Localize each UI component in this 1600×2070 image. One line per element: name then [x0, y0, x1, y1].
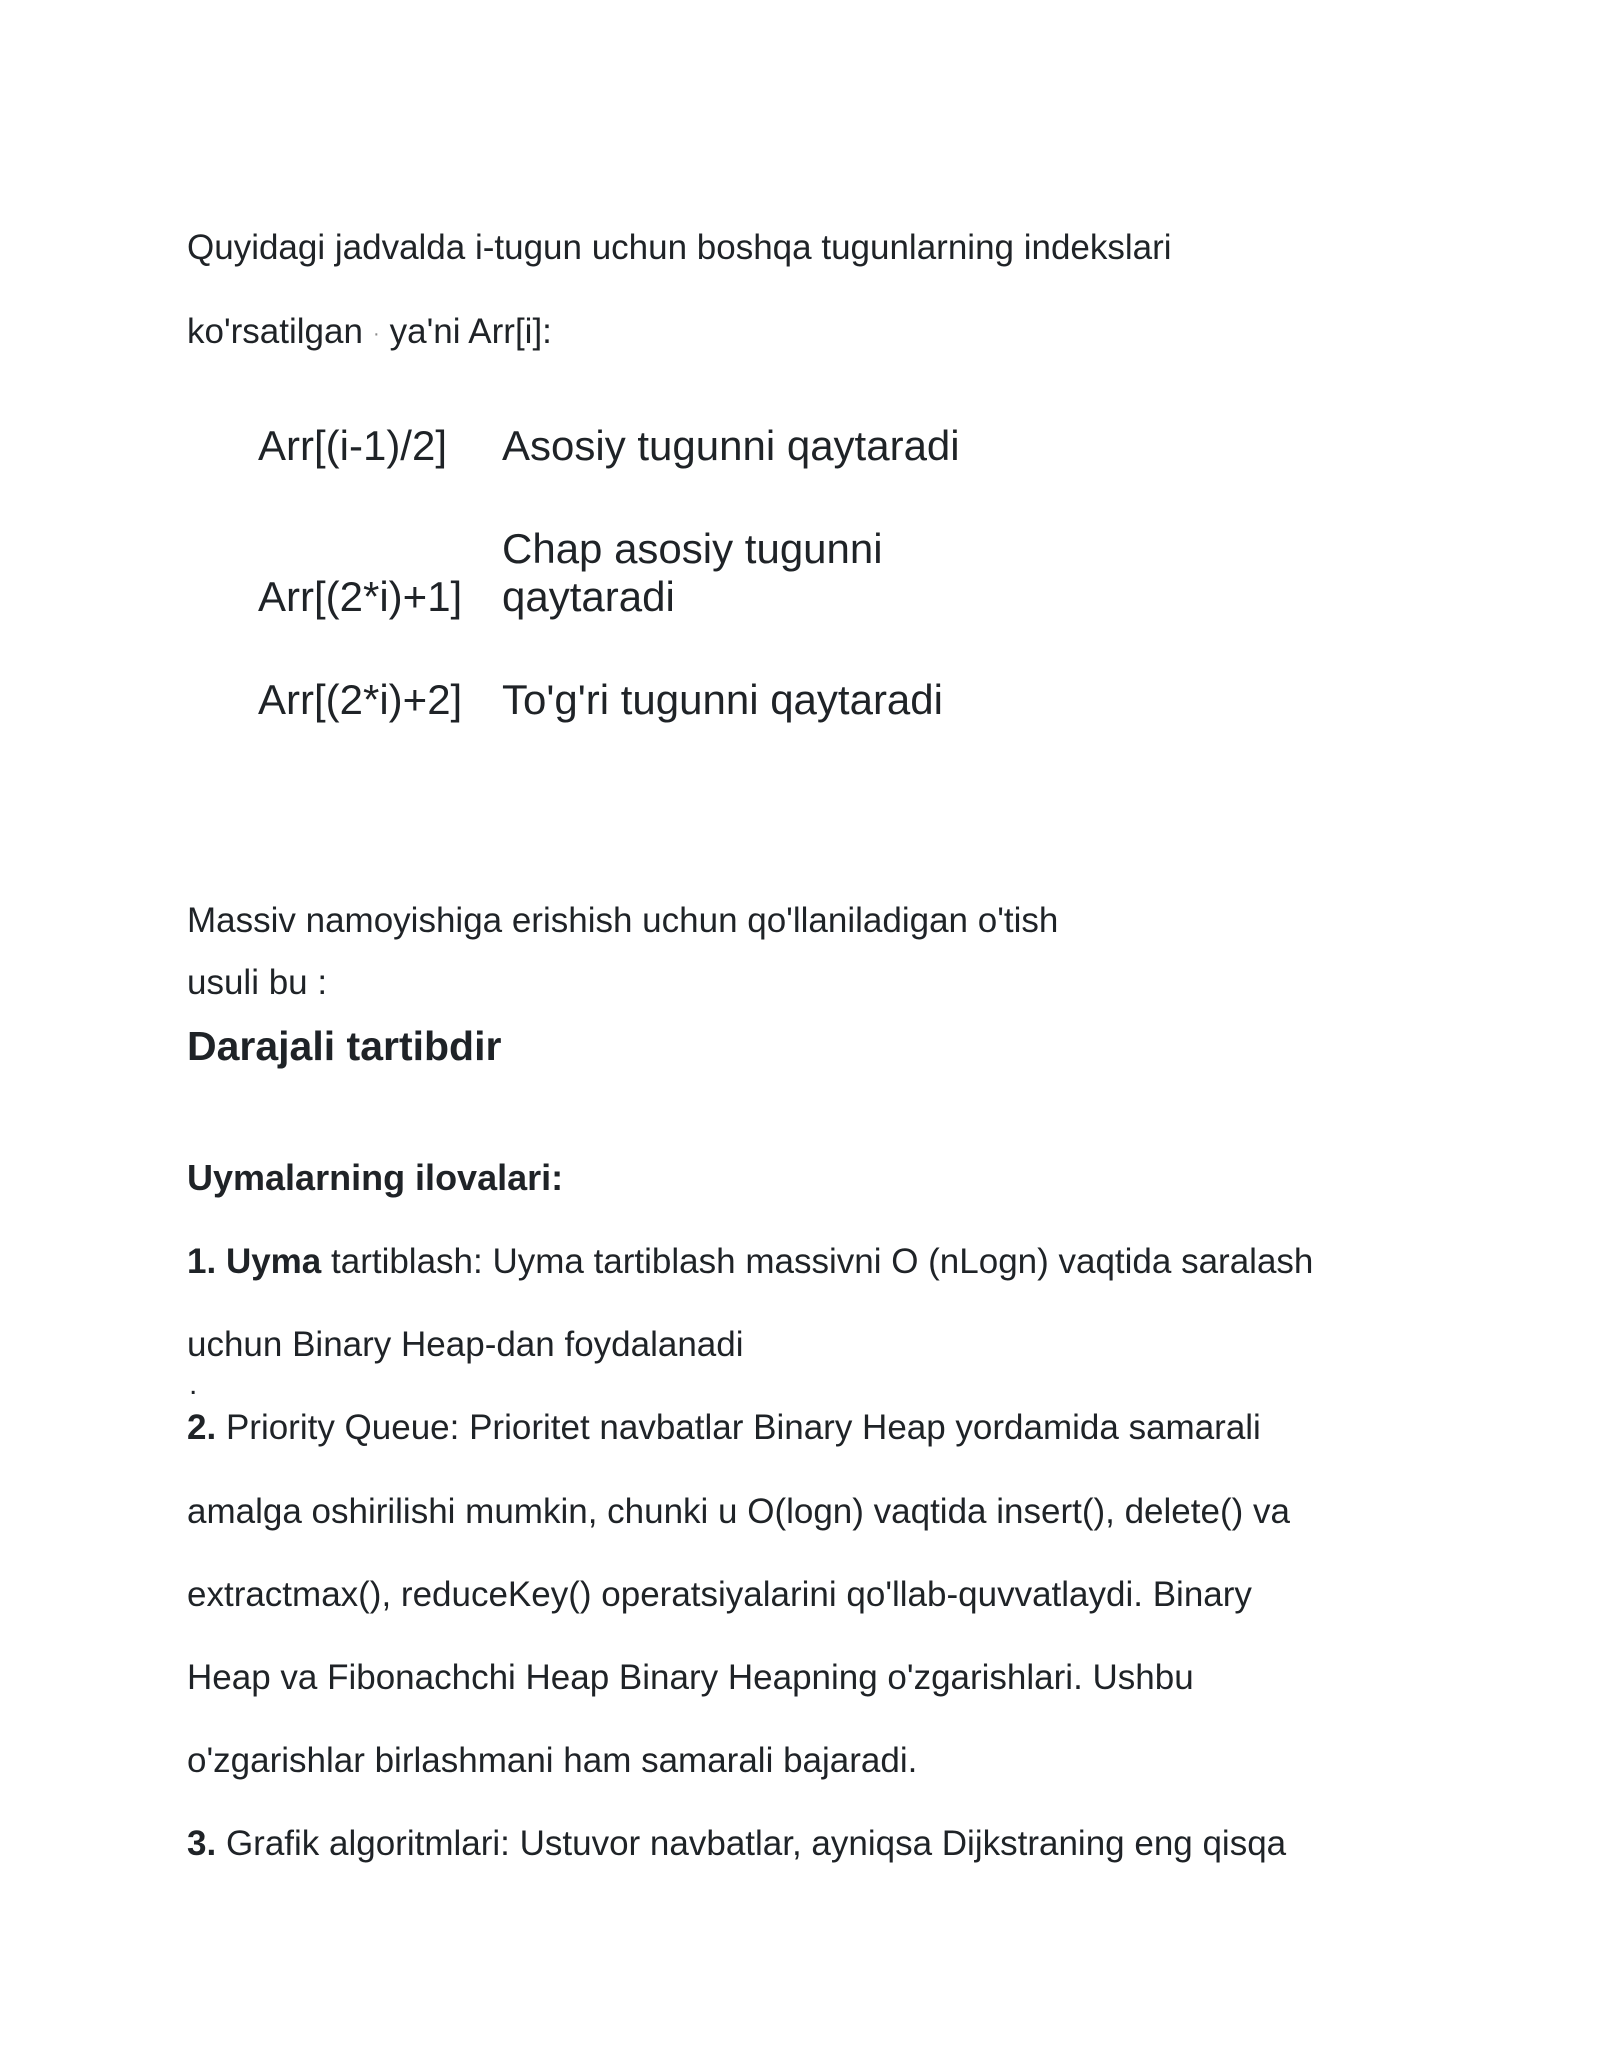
intro-line-2-end: ya'ni Arr[i]: [389, 312, 552, 351]
app-item-2-line-4: Heap va Fibonachchi Heap Binary Heapning o'zgarishlari. Ushbu [187, 1658, 1194, 1697]
app-item-2-text: Priority Queue: Prioritet navbatlar Binary Heap yordamida samarali [225, 1408, 1261, 1447]
traversal-line-2: usuli bu : [187, 963, 328, 1002]
table-row-3-desc: To'g'ri tugunni qaytaradi [502, 676, 943, 723]
app-item-1-bold-word: Uyma [225, 1242, 322, 1281]
app-item-3-line-1 [187, 1822, 1286, 1866]
app-item-1-number: 1. [187, 1242, 217, 1281]
inline-separator: · [372, 322, 380, 345]
app-item-3-text: Grafik algoritmlari: Ustuvor navbatlar, ayniqsa Dijkstraning eng qisqa [225, 1824, 1287, 1863]
traversal-line-1: Massiv namoyishiga erishish uchun qo'llaniladigan o'tish [187, 901, 1059, 940]
traversal-answer-heading: Darajali tartibdir [187, 1023, 502, 1069]
app-item-3-number: 3. [187, 1824, 217, 1863]
table-row-2-desc-line-1: Chap asosiy tugunni [502, 525, 883, 572]
app-item-1-line-1 [187, 1240, 1313, 1284]
app-item-2-line-2: amalga oshirilishi mumkin, chunki u O(logn) vaqtida insert(), delete() va [187, 1492, 1290, 1531]
table-row-3-expr: Arr[(2*i)+2] [258, 676, 463, 723]
intro-line-2 [187, 310, 552, 356]
app-item-2-line-5: o'zgarishlar birlashmani ham samarali bajaradi. [187, 1741, 918, 1780]
app-item-1-text: tartiblash: Uyma tartiblash massivni O (nLogn) vaqtida saralash [331, 1242, 1314, 1281]
intro-line-2-start: ko'rsatilgan [187, 312, 363, 351]
app-item-1-line-2: uchun Binary Heap-dan foydalanadi [187, 1325, 744, 1364]
app-item-2-line-3: extractmax(), reduceKey() operatsiyalarini qo'llab-quvvatlaydi. Binary [187, 1575, 1252, 1614]
table-row-2-desc-line-2: qaytaradi [502, 573, 675, 620]
table-row-1-desc: Asosiy tugunni qaytaradi [502, 422, 960, 469]
app-item-2-line-1 [187, 1406, 1261, 1450]
table-row-2-expr: Arr[(2*i)+1] [258, 573, 463, 620]
intro-line-1: Quyidagi jadvalda i-tugun uchun boshqa tugunlarning indekslari [187, 228, 1172, 267]
app-item-1-trailing-dot: . [189, 1368, 198, 1401]
table-row-1-expr: Arr[(i-1)/2] [258, 422, 447, 469]
applications-title: Uymalarning ilovalari: [187, 1157, 564, 1198]
app-item-2-number: 2. [187, 1408, 217, 1447]
